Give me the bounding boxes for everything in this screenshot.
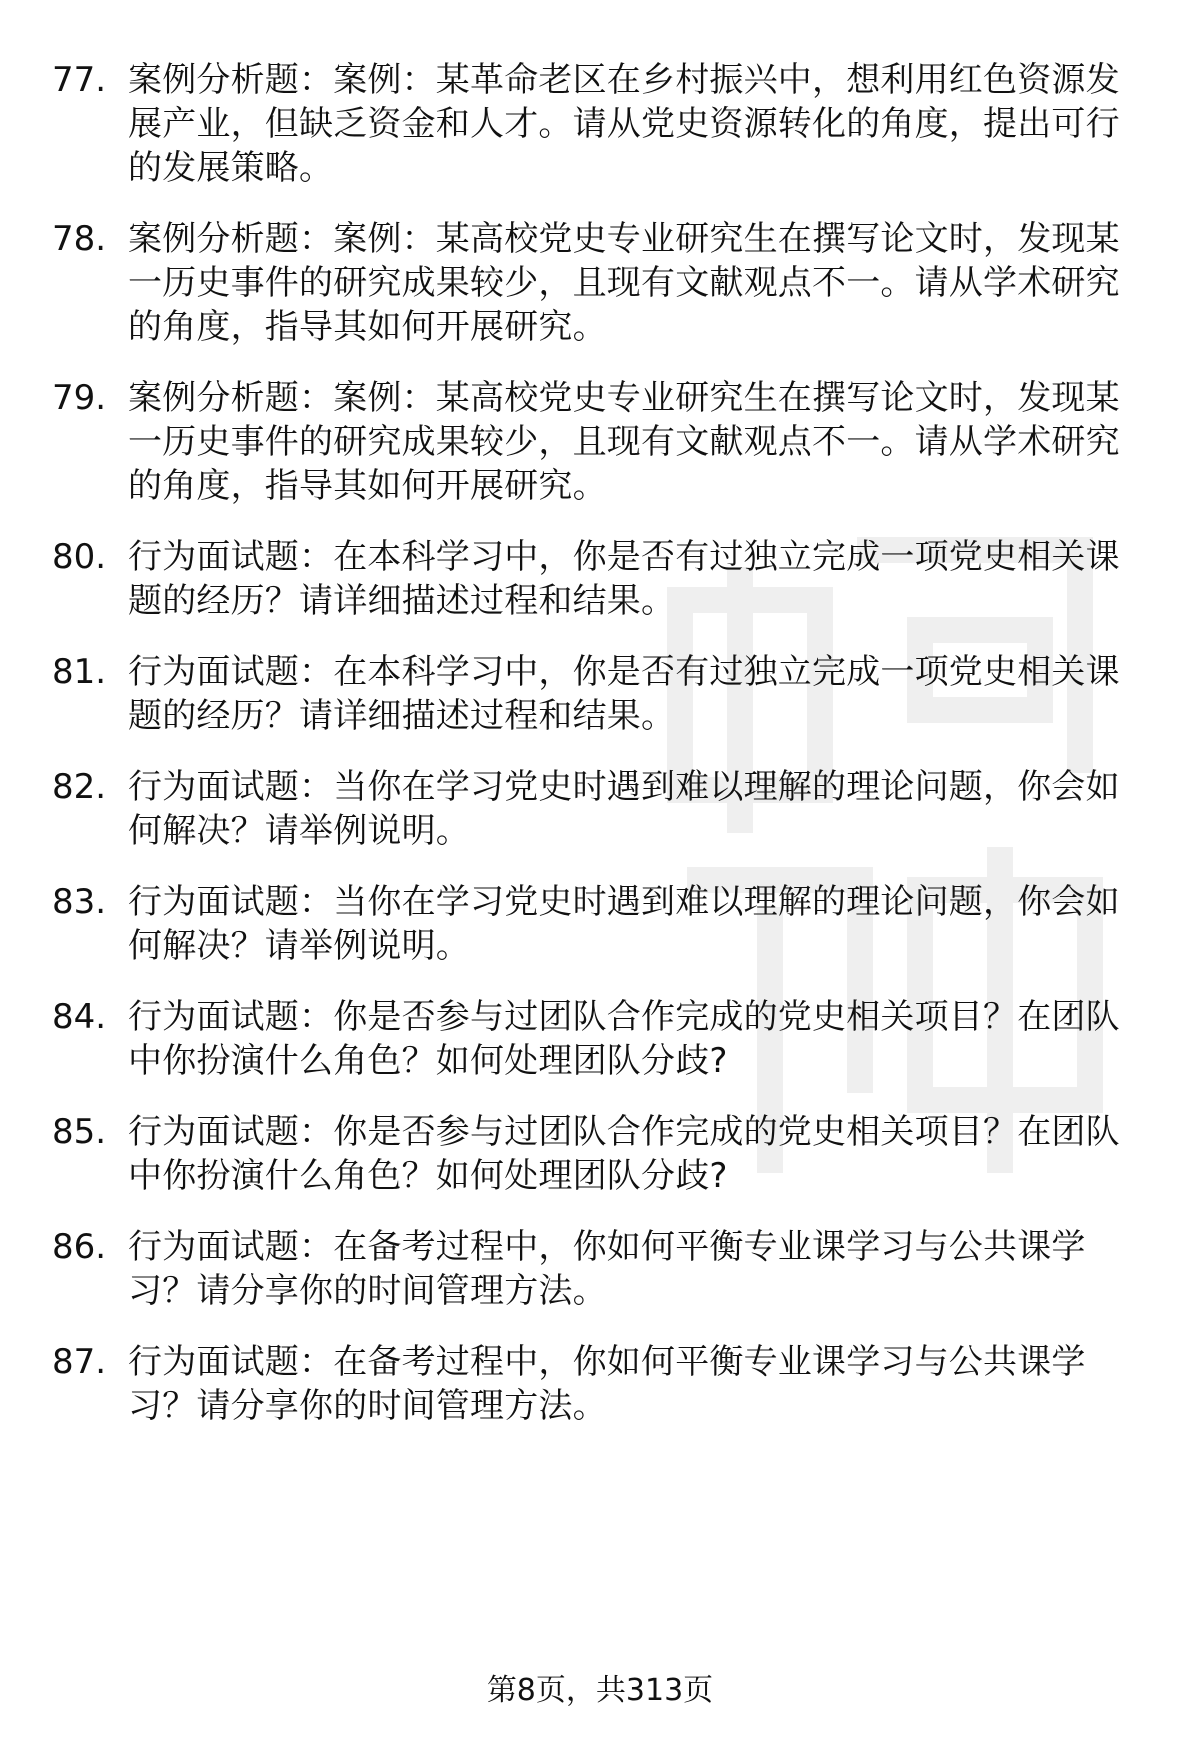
question-number: 87. <box>52 1342 107 1382</box>
question-number: 78. <box>52 219 107 259</box>
question-item <box>52 217 1152 349</box>
question-item <box>52 765 1152 853</box>
question-item <box>52 1225 1152 1313</box>
question-text: 行为面试题：在备考过程中，你如何平衡专业课学习与公共课学习？请分享你的时间管理方法。 <box>128 1342 1086 1426</box>
question-number: 83. <box>52 882 107 922</box>
question-item <box>52 376 1152 508</box>
question-text: 行为面试题：你是否参与过团队合作完成的党史相关项目？在团队中你扮演什么角色？如何处理团队分歧? <box>128 997 1120 1081</box>
question-item <box>52 880 1152 968</box>
question-item <box>52 1110 1152 1198</box>
question-text: 行为面试题：在备考过程中，你如何平衡专业课学习与公共课学习？请分享你的时间管理方法。 <box>128 1227 1086 1311</box>
question-text: 案例分析题：案例：某高校党史专业研究生在撰写论文时，发现某一历史事件的研究成果较少，且现有文献观点不一。请从学术研究的角度，指导其如何开展研究。 <box>128 378 1120 506</box>
question-text: 行为面试题：当你在学习党史时遇到难以理解的理论问题，你会如何解决？请举例说明。 <box>128 767 1120 851</box>
question-item <box>52 995 1152 1083</box>
question-item <box>52 58 1152 190</box>
question-item <box>52 535 1152 623</box>
question-text: 行为面试题：在本科学习中，你是否有过独立完成一项党史相关课题的经历？请详细描述过程和结果。 <box>128 537 1120 621</box>
question-number: 84. <box>52 997 107 1037</box>
question-number: 81. <box>52 652 107 692</box>
page-footer <box>0 1671 1200 1711</box>
question-list <box>52 58 1152 1455</box>
question-number: 86. <box>52 1227 107 1267</box>
question-number: 85. <box>52 1112 107 1152</box>
question-number: 82. <box>52 767 107 807</box>
question-text: 行为面试题：在本科学习中，你是否有过独立完成一项党史相关课题的经历？请详细描述过程和结果。 <box>128 652 1120 736</box>
question-number: 79. <box>52 378 107 418</box>
question-item <box>52 650 1152 738</box>
question-text: 行为面试题：当你在学习党史时遇到难以理解的理论问题，你会如何解决？请举例说明。 <box>128 882 1120 966</box>
question-text: 行为面试题：你是否参与过团队合作完成的党史相关项目？在团队中你扮演什么角色？如何处理团队分歧? <box>128 1112 1120 1196</box>
question-text: 案例分析题：案例：某革命老区在乡村振兴中，想利用红色资源发展产业，但缺乏资金和人才。请从党史资源转化的角度，提出可行的发展策略。 <box>128 60 1120 188</box>
question-text: 案例分析题：案例：某高校党史专业研究生在撰写论文时，发现某一历史事件的研究成果较少，且现有文献观点不一。请从学术研究的角度，指导其如何开展研究。 <box>128 219 1120 347</box>
question-item <box>52 1340 1152 1428</box>
question-number: 77. <box>52 60 107 100</box>
question-number: 80. <box>52 537 107 577</box>
page-number-label: 第8页，共313页 <box>486 1673 714 1708</box>
